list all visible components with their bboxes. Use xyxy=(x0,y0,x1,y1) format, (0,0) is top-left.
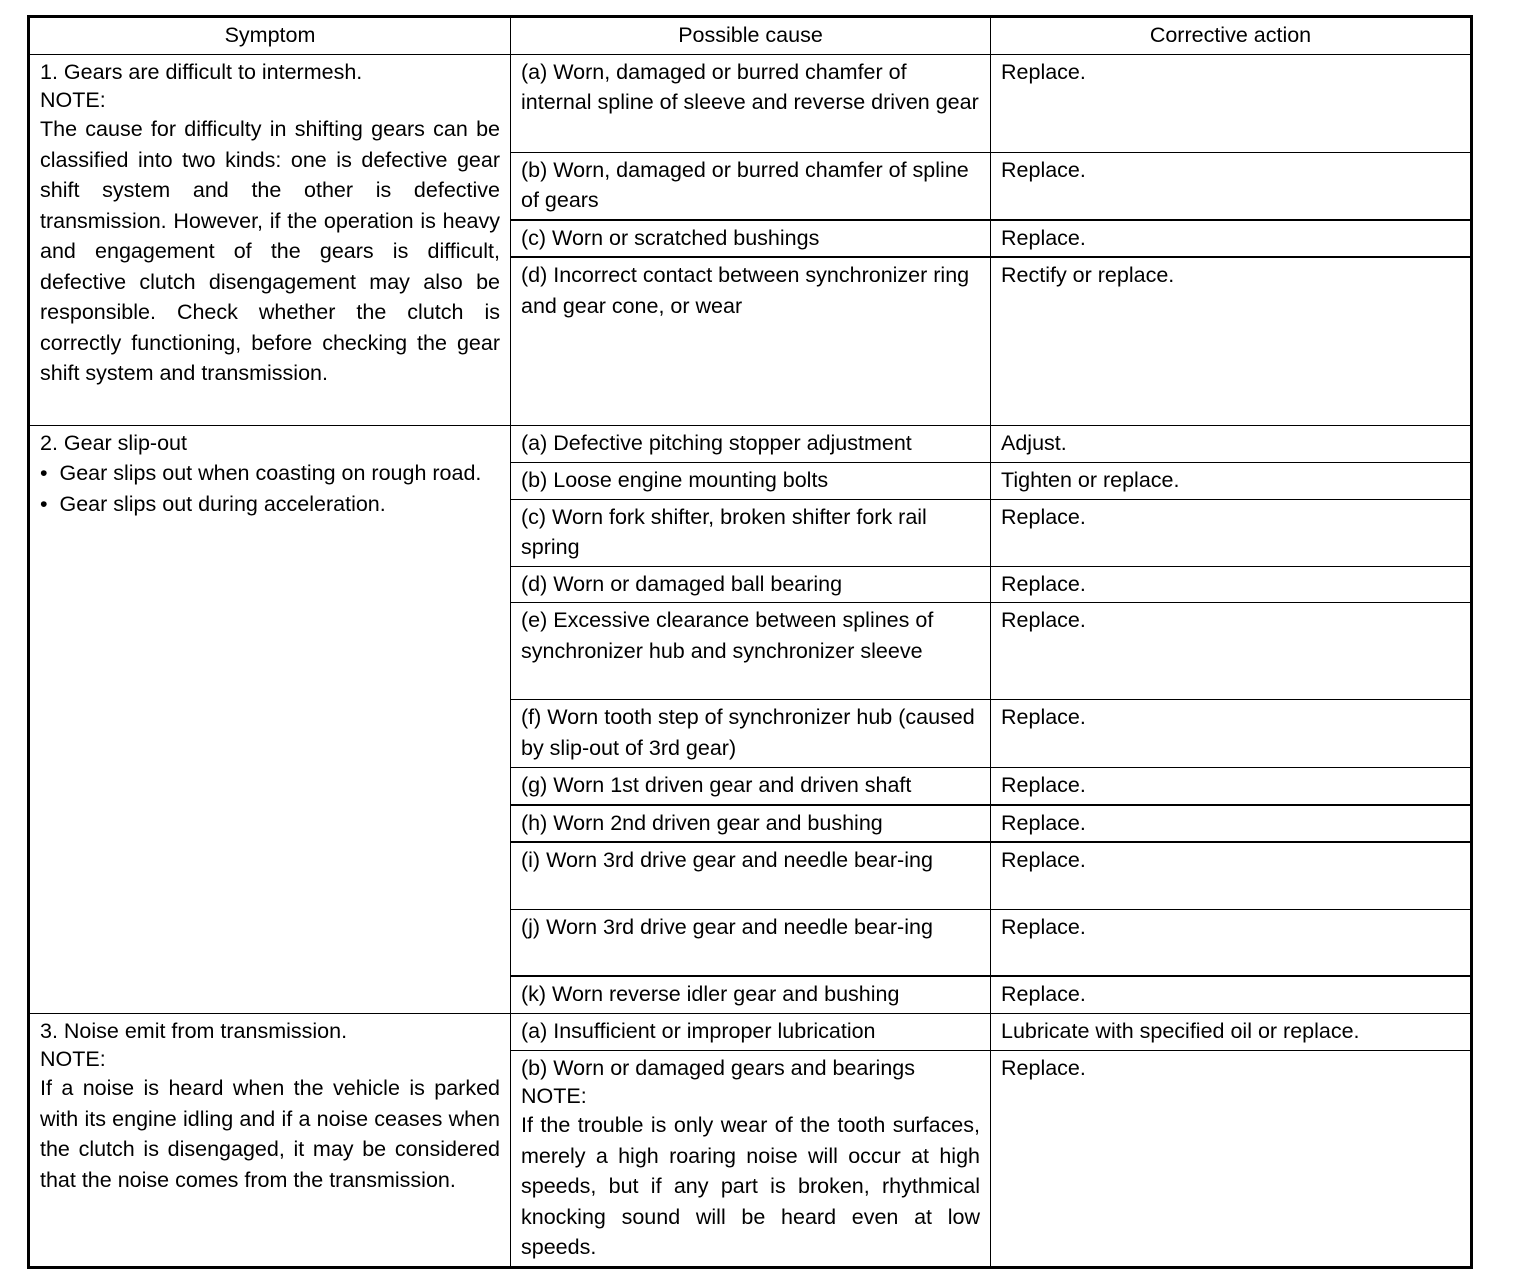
symptom-note: The cause for difficulty in shifting gears can be classified into two kinds: one is defective gear shift system and the other is defective transmission. However, if the operation is heavy and engagement of the gears is difficult, defective clutch disengagement may also be responsible. Check whether the clutch is correctly functioning, before checking the gear shift system and transmission. xyxy=(40,117,500,385)
cause-cell: (d) Worn or damaged ball bearing xyxy=(511,566,991,603)
cause-cell: (k) Worn reverse idler gear and bushing xyxy=(511,976,991,1013)
action-cell: Replace. xyxy=(991,220,1472,258)
header-row xyxy=(29,17,1472,55)
cause-cell: (b) Worn, damaged or burred chamfer of spline of gears xyxy=(511,152,991,220)
note-label: NOTE: xyxy=(40,1047,106,1071)
header-symptom: Symptom xyxy=(29,17,511,55)
action-cell: Replace. xyxy=(991,909,1472,976)
action-cell: Replace. xyxy=(991,1050,1472,1267)
cause-cell: (i) Worn 3rd drive gear and needle bear-ing xyxy=(511,842,991,909)
action-cell: Replace. xyxy=(991,976,1472,1013)
table-row xyxy=(29,1013,1472,1050)
action-cell: Lubricate with specified oil or replace. xyxy=(991,1013,1472,1050)
action-cell: Tighten or replace. xyxy=(991,462,1472,499)
table-row xyxy=(29,425,1472,462)
cause-cell: (h) Worn 2nd driven gear and bushing xyxy=(511,805,991,843)
table-row xyxy=(29,54,1472,152)
action-cell: Replace. xyxy=(991,805,1472,843)
symptom-title: 1. Gears are difficult to intermesh. xyxy=(40,59,363,84)
cause-cell: (a) Insufficient or improper lubrication xyxy=(511,1013,991,1050)
cause-cell: (b) Loose engine mounting bolts xyxy=(511,462,991,499)
header-corrective-action: Corrective action xyxy=(991,17,1472,55)
action-cell: Rectify or replace. xyxy=(991,257,1472,425)
note-label: NOTE: xyxy=(40,88,106,112)
symptom-title: 3. Noise emit from transmission. xyxy=(40,1018,348,1043)
header-possible-cause: Possible cause xyxy=(511,17,991,55)
symptom-title: 2. Gear slip-out xyxy=(40,430,187,455)
cause-cell: (a) Defective pitching stopper adjustment xyxy=(511,425,991,462)
cause-cell: (a) Worn, damaged or burred chamfer of internal spline of sleeve and reverse driven gear xyxy=(511,54,991,152)
cause-cell: (f) Worn tooth step of synchronizer hub (caused by slip-out of 3rd gear) xyxy=(511,700,991,768)
action-cell: Replace. xyxy=(991,566,1472,603)
cause-note: If the trouble is only wear of the tooth surfaces, merely a high roaring noise will occur at high speeds, but if any part is broken, rhythmical knocking sound will be heard even at low speeds. xyxy=(521,1113,980,1259)
cause-text: (b) Worn or damaged gears and bearings xyxy=(521,1055,915,1080)
symptom-cell-3 xyxy=(29,1013,511,1267)
cause-cell: (g) Worn 1st driven gear and driven shaft xyxy=(511,768,991,805)
action-cell: Replace. xyxy=(991,700,1472,768)
cause-cell: (j) Worn 3rd drive gear and needle bear-ing xyxy=(511,909,991,976)
cause-cell: (c) Worn or scratched bushings xyxy=(511,220,991,258)
action-cell: Adjust. xyxy=(991,425,1472,462)
action-cell: Replace. xyxy=(991,152,1472,220)
cause-cell: (d) Incorrect contact between synchronizer ring and gear cone, or wear xyxy=(511,257,991,425)
symptom-bullet: • Gear slips out during acceleration. xyxy=(40,491,386,516)
action-cell: Replace. xyxy=(991,499,1472,566)
troubleshooting-table xyxy=(27,15,1473,1269)
action-cell: Replace. xyxy=(991,768,1472,805)
symptom-bullet: • Gear slips out when coasting on rough road. xyxy=(40,461,482,485)
cause-cell xyxy=(511,1050,991,1267)
action-cell: Replace. xyxy=(991,842,1472,909)
note-label: NOTE: xyxy=(521,1084,587,1108)
cause-cell: (c) Worn fork shifter, broken shifter fork rail spring xyxy=(511,499,991,566)
symptom-note: If a noise is heard when the vehicle is parked with its engine idling and if a noise ceases when the clutch is disengaged, it may be considered that the noise comes from the transmission. xyxy=(40,1076,500,1192)
cause-cell: (e) Excessive clearance between splines of synchronizer hub and synchronizer sleeve xyxy=(511,603,991,700)
symptom-cell-1 xyxy=(29,54,511,425)
action-cell: Replace. xyxy=(991,603,1472,700)
symptom-cell-2 xyxy=(29,425,511,1013)
action-cell: Replace. xyxy=(991,54,1472,152)
